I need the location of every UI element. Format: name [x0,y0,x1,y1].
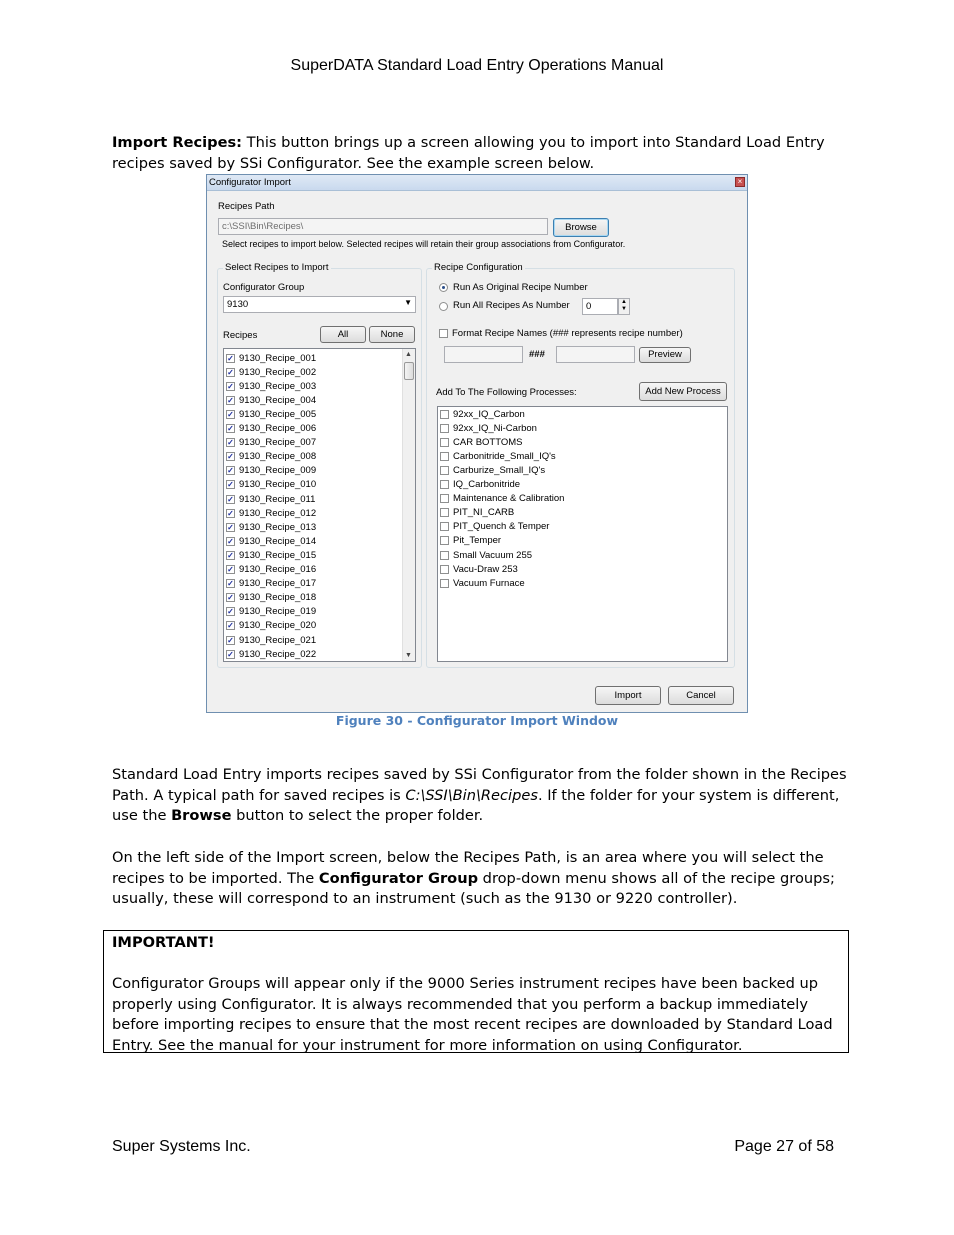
recipe-name: 9130_Recipe_007 [239,437,317,449]
process-checkbox[interactable] [440,536,449,545]
process-name: Carbonitride_Small_IQ's [453,450,556,462]
add-processes-label: Add To The Following Processes: [436,387,577,398]
recipe-list-item[interactable] [226,464,316,478]
recipes-path-label: Recipes Path [218,201,275,212]
recipe-checkbox[interactable]: ✓ [227,550,234,560]
radio-original-number[interactable] [439,283,448,292]
recipe-checkbox[interactable]: ✓ [227,593,234,603]
recipe-list-item[interactable] [226,436,316,450]
recipe-number-spinner[interactable] [618,298,630,315]
all-button[interactable]: All [320,326,366,343]
recipe-checkbox[interactable]: ✓ [227,438,234,448]
para2-text-a: Standard Load Entry imports recipes saved by SSi Configurator from the folder shown in the Recipes Path. A typical path for saved recipes is [112,766,847,804]
process-checkbox[interactable] [440,579,449,588]
process-list-item[interactable] [440,449,556,463]
recipe-name: 9130_Recipe_005 [239,408,317,420]
recipe-checkbox[interactable]: ✓ [227,452,234,462]
recipe-checkbox[interactable]: ✓ [227,565,234,574]
configurator-group-term: Configurator Group [318,869,479,887]
format-names-checkbox[interactable] [439,329,448,338]
configurator-import-dialog [206,174,748,713]
recipe-checkbox[interactable]: ✓ [227,480,234,490]
recipe-list-item[interactable] [226,351,316,365]
recipe-name: 9130_Recipe_015 [239,549,317,561]
recipes-path-paragraph [112,765,847,827]
recipe-checkbox[interactable]: ✓ [227,466,234,476]
process-list-item[interactable] [440,562,518,576]
recipe-name: 9130_Recipe_013 [239,521,317,533]
recipe-list-item[interactable] [226,422,316,436]
recipe-name: 9130_Recipe_011 [239,493,316,505]
process-checkbox[interactable] [440,551,449,560]
recipe-list-item[interactable] [226,407,316,421]
process-name: Maintenance & Calibration [453,493,565,505]
recipe-name: 9130_Recipe_002 [239,366,317,378]
recipe-checkbox[interactable]: ✓ [227,353,234,363]
recipe-name: 9130_Recipe_012 [239,507,317,519]
process-list-item[interactable] [440,520,549,534]
process-name: Vacu-Draw 253 [453,563,518,575]
process-list-item[interactable] [440,478,520,492]
recipe-name: 9130_Recipe_019 [239,606,317,618]
recipe-checkbox[interactable]: ✓ [227,424,234,433]
recipe-name: 9130_Recipe_004 [239,394,317,406]
import-recipes-term: Import Recipes: [112,134,243,151]
process-list-item[interactable] [440,548,532,562]
recipe-checkbox[interactable]: ✓ [227,621,234,631]
important-heading: IMPORTANT! [112,934,215,951]
important-note-box [103,930,849,1053]
process-list-item[interactable] [440,492,564,506]
format-prefix-field[interactable] [444,346,523,363]
recipe-list-item[interactable] [226,548,316,562]
cancel-button[interactable]: Cancel [668,686,734,705]
process-list-item[interactable] [440,421,537,435]
important-text: Configurator Groups will appear only if the 9000 Series instrument recipes have been backed up properly using Configurator. It is always recommended that you perform a backup immediately before importing recipes to ensure that the most recent recipes are downloaded by Standard Load Entry. See the manual for your instrument for more information on using Configurator. [112,975,833,1054]
spin-up-icon[interactable]: ▲ [621,299,627,305]
process-list-item[interactable] [440,407,525,421]
recipe-name: 9130_Recipe_016 [239,564,317,575]
process-name: 92xx_IQ_Ni-Carbon [453,422,537,434]
configurator-group-value: 9130 [227,299,249,310]
recipe-name: 9130_Recipe_014 [239,535,317,547]
para3-text-a: On the left side of the Import screen, below the Recipes Path, is an area where you will select the recipes to be imported. The [112,849,824,887]
recipe-name: 9130_Recipe_022 [239,648,317,660]
process-checkbox[interactable] [440,522,449,531]
recipe-name: 9130_Recipe_008 [239,451,317,463]
recipe-list-item[interactable] [226,534,316,548]
recipe-checkbox[interactable]: ✓ [227,381,234,391]
process-checkbox[interactable] [440,410,449,419]
process-checkbox[interactable] [440,466,449,475]
recipe-number-field[interactable] [582,298,618,315]
recipe-list-item[interactable] [226,450,316,464]
recipe-list-item[interactable] [226,577,316,591]
process-checkbox[interactable] [440,494,449,503]
process-list-item[interactable] [440,435,523,449]
process-checkbox[interactable] [440,424,449,433]
browse-button[interactable]: Browse [553,218,609,237]
add-new-process-button[interactable]: Add New Process [639,382,727,401]
close-icon[interactable]: × [735,177,745,187]
recipe-name: 9130_Recipe_020 [239,620,317,632]
radio-all-label: Run All Recipes As Number [453,300,570,311]
process-checkbox[interactable] [440,438,449,447]
recipe-list-item[interactable] [226,591,316,605]
radio-original-label: Run As Original Recipe Number [453,282,588,293]
process-name: Pit_Temper [453,535,502,547]
process-name: PIT_NI_CARB [453,507,515,519]
figure-caption: Figure 30 - Configurator Import Window [335,713,619,728]
recipe-list-item[interactable] [226,365,316,379]
recipe-number-value: 0 [586,301,592,312]
para2-text-c: button to select the proper folder. [231,807,484,825]
format-suffix-field[interactable] [556,346,635,363]
dialog-title: Configurator Import [209,177,291,188]
recipe-checkbox[interactable]: ✓ [227,409,234,419]
recipe-checkbox[interactable]: ✓ [227,649,234,659]
recipe-checkbox[interactable]: ✓ [227,607,234,617]
process-list-item[interactable] [440,576,525,590]
recipe-name: 9130_Recipe_009 [239,465,317,477]
process-list-item[interactable] [440,506,514,520]
dialog-titlebar [207,175,747,191]
configurator-group-dropdown[interactable] [223,296,416,313]
recipe-checkbox[interactable]: ✓ [227,635,234,645]
none-button[interactable]: None [369,326,415,343]
radio-all-as-number[interactable] [439,302,448,311]
recipe-list-item[interactable] [226,393,316,407]
recipe-name: 9130_Recipe_010 [239,479,317,491]
processes-list[interactable] [437,406,728,662]
browse-term: Browse [171,807,232,825]
scroll-thumb[interactable] [404,362,414,380]
recipe-name: 9130_Recipe_017 [239,578,317,590]
recipe-checkbox[interactable]: ✓ [227,367,234,377]
process-checkbox[interactable] [440,565,449,574]
recipes-path-field[interactable]: c:\SSI\Bin\Recipes\ [218,218,548,235]
recipe-checkbox[interactable]: ✓ [227,508,234,518]
format-names-checkbox-row[interactable] [439,328,683,339]
import-button[interactable]: Import [595,686,661,705]
recipe-list-item[interactable] [226,563,316,577]
scroll-down-icon[interactable]: ▼ [405,652,412,659]
recipe-list-item[interactable] [226,647,316,661]
format-names-label: Format Recipe Names (### represents recipe number) [452,328,683,339]
document-header: SuperDATA Standard Load Entry Operations Manual [290,57,664,74]
process-name: PIT_Quench & Temper [453,521,550,533]
recipe-name: 9130_Recipe_021 [239,634,317,646]
process-list-item[interactable] [440,534,501,548]
recipe-checkbox[interactable]: ✓ [227,494,234,504]
process-list-item[interactable] [440,463,545,477]
spin-down-icon[interactable]: ▼ [621,306,627,312]
process-name: Small Vacuum 255 [453,549,533,561]
hash-label: ### [529,349,545,360]
recipe-list-item[interactable] [226,520,316,534]
recipes-label: Recipes [223,330,258,341]
recipe-list-item[interactable] [226,633,316,647]
process-name: CAR BOTTOMS [453,436,523,448]
typical-path: C:\SSI\Bin\Recipes [405,786,538,804]
import-hint: Select recipes to import below. Selected recipes will retain their group associations from Configurator. [222,239,626,249]
process-checkbox[interactable] [440,480,449,489]
recipe-list-item[interactable] [226,506,316,520]
recipe-list-item[interactable] [226,379,316,393]
recipe-name: 9130_Recipe_003 [239,380,317,392]
footer-page-number: Page 27 of 58 [734,1138,834,1155]
recipes-list[interactable] [223,348,416,662]
process-name: Vacuum Furnace [453,577,525,589]
chevron-down-icon: ▼ [404,298,412,307]
recipe-list-item[interactable] [226,478,316,492]
recipe-checkbox[interactable]: ✓ [227,522,234,532]
process-checkbox[interactable] [440,452,449,461]
para3-text-b: drop-down menu shows all of the recipe groups; usually, these will correspond to an instrument (such as the 9130 or 9220 controller). [112,869,835,908]
recipe-checkbox[interactable]: ✓ [227,536,234,546]
scroll-up-icon[interactable]: ▲ [405,351,412,358]
preview-button[interactable]: Preview [639,347,691,363]
recipe-list-item[interactable] [226,492,315,506]
process-checkbox[interactable] [440,508,449,517]
recipe-list-item[interactable] [226,605,316,619]
process-name: IQ_Carbonitride [453,479,521,490]
recipe-name: 9130_Recipe_018 [239,592,317,604]
select-recipes-group-label: Select Recipes to Import [225,262,329,273]
footer-company: Super Systems Inc. [112,1138,251,1155]
para2-text-b: . If the folder for your system is different, use the [112,786,840,825]
recipe-checkbox[interactable]: ✓ [227,395,234,405]
recipe-configuration-group-label: Recipe Configuration [434,262,523,273]
intro-text: This button brings up a screen allowing you to import into Standard Load Entry recipes saved by SSi Configurator. See the example screen below. [112,134,825,172]
recipe-checkbox[interactable]: ✓ [227,579,234,589]
process-name: Carburize_Small_IQ's [453,464,546,476]
recipe-name: 9130_Recipe_001 [239,352,317,364]
configurator-group-label: Configurator Group [223,282,305,293]
process-name: 92xx_IQ_Carbon [453,408,525,420]
recipe-list-item[interactable] [226,619,316,633]
configurator-group-paragraph [112,848,847,910]
recipe-name: 9130_Recipe_006 [239,423,317,434]
recipes-scrollbar[interactable] [402,349,415,661]
intro-paragraph [112,133,847,174]
